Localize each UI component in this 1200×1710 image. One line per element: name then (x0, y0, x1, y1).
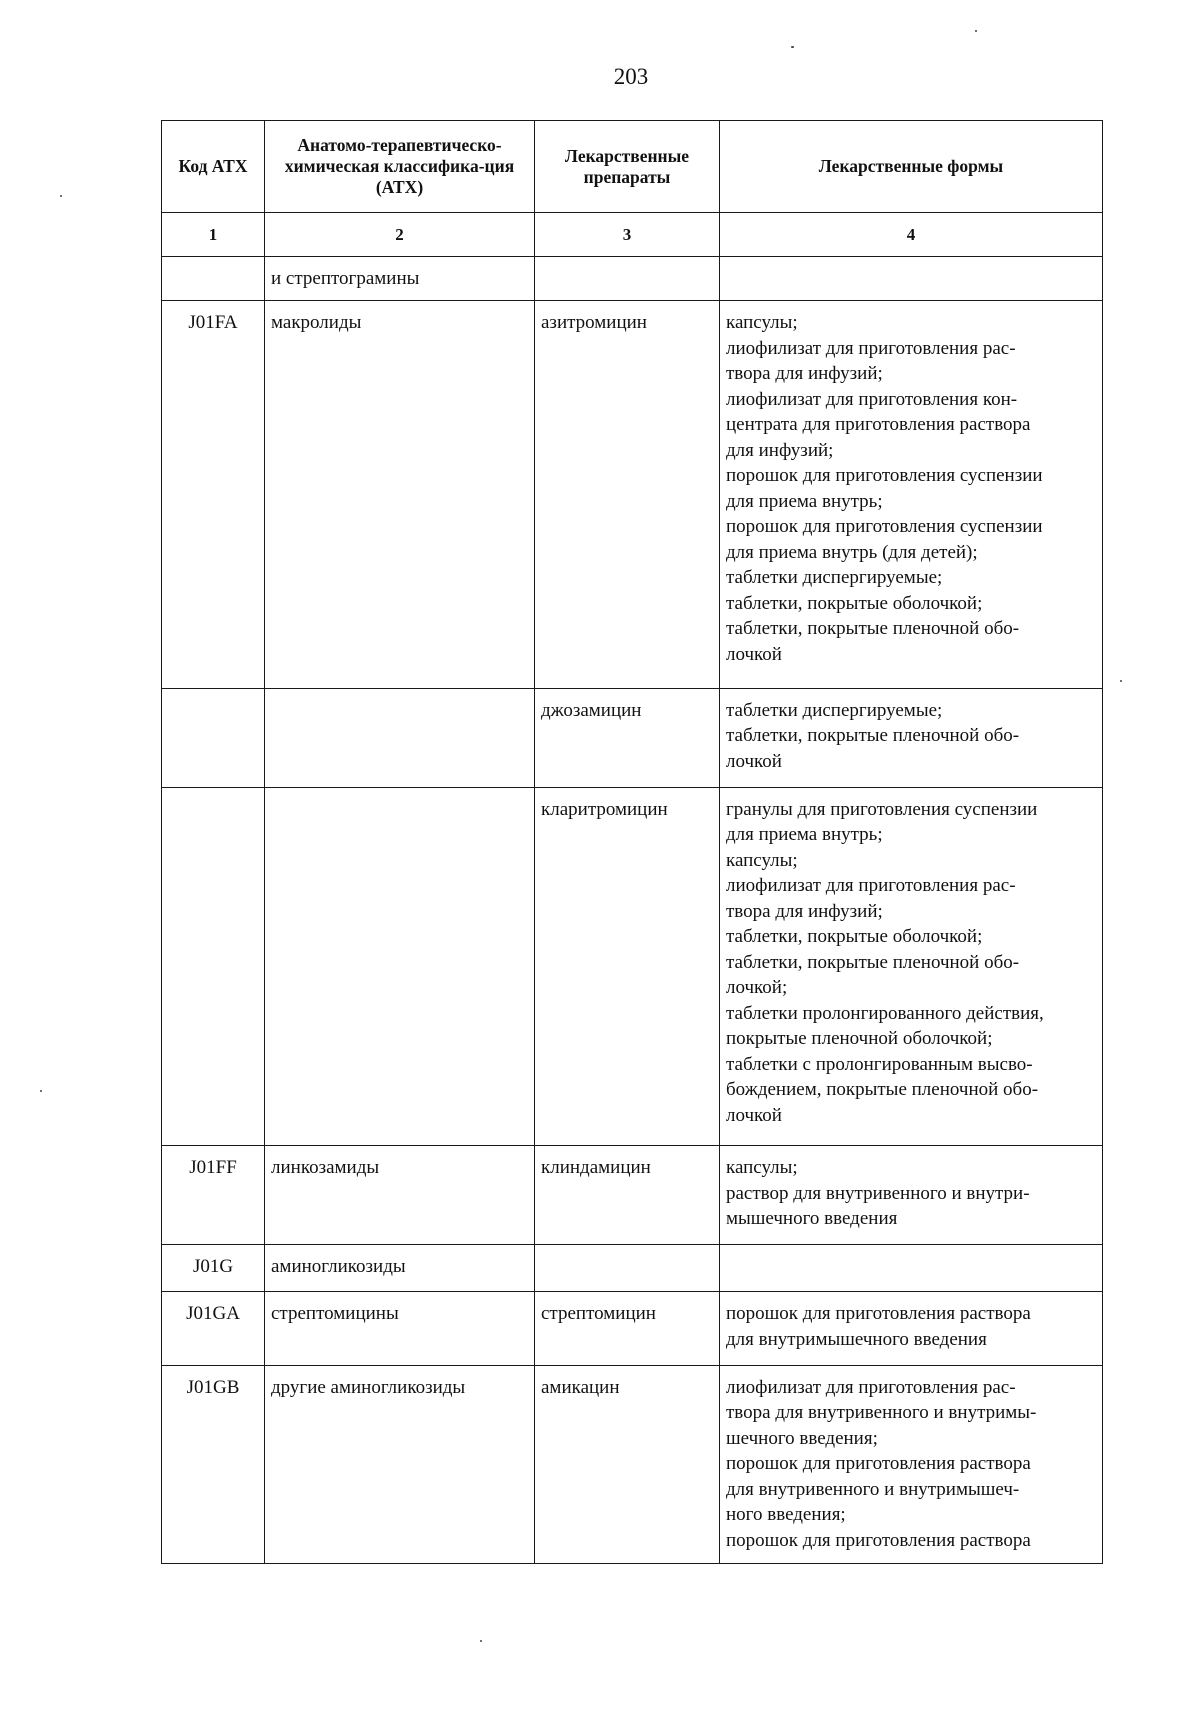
column-number: 4 (720, 213, 1103, 257)
scan-speck (480, 1640, 482, 1642)
table-row (162, 1365, 1103, 1563)
atx-code-cell: J01G (162, 1244, 265, 1291)
dosage-form-line: таблетки, покрытые оболочкой; (726, 926, 983, 948)
classification-cell: макролиды (265, 301, 535, 689)
dosage-form-line: мышечного введения (726, 1208, 898, 1230)
classification-cell (265, 688, 535, 787)
dosage-form-line: порошок для приготовления раствора (726, 1529, 1031, 1551)
atx-table (161, 120, 1103, 1564)
dosage-form-line: таблетки с пролонгированным высво- (726, 1053, 1033, 1075)
dosage-form-line: капсулы; (726, 849, 798, 871)
dosage-form-line: таблетки диспергируемые; (726, 699, 943, 721)
table-row (162, 787, 1103, 1145)
drug-cell: клиндамицин (535, 1146, 720, 1245)
scan-speck (60, 195, 62, 197)
dosage-form-line: лочкой (726, 1104, 782, 1126)
classification-cell: и стрептограмины (265, 257, 535, 301)
classification-cell: аминогликозиды (265, 1244, 535, 1291)
dosage-form-line: для приема внутрь; (726, 490, 883, 512)
classification-cell: стрептомицины (265, 1292, 535, 1366)
dosage-form-line: ного введения; (726, 1504, 846, 1526)
forms-cell (720, 1365, 1103, 1563)
drug-cell: стрептомицин (535, 1292, 720, 1366)
forms-cell (720, 688, 1103, 787)
page-number: 203 (613, 64, 649, 89)
header-forms: Лекарственные формы (720, 121, 1103, 213)
classification-cell: другие аминогликозиды (265, 1365, 535, 1563)
drug-cell: азитромицин (535, 301, 720, 689)
dosage-form-line: лиофилизат для приготовления рас- (726, 337, 1016, 359)
classification-cell: линкозамиды (265, 1146, 535, 1245)
forms-cell (720, 1244, 1103, 1291)
atx-code-cell: J01FA (162, 301, 265, 689)
header-row (162, 121, 1103, 213)
drug-cell: кларитромицин (535, 787, 720, 1145)
dosage-form-line: порошок для приготовления раствора (726, 1453, 1031, 1475)
dosage-form-line: для приема внутрь; (726, 824, 883, 846)
dosage-form-line: порошок для приготовления суспензии (726, 516, 1043, 538)
dosage-form-line: покрытые пленочной оболочкой; (726, 1028, 993, 1050)
table-row (162, 301, 1103, 689)
dosage-form-line: капсулы; (726, 1157, 798, 1179)
drug-cell: джозамицин (535, 688, 720, 787)
atx-code-cell (162, 787, 265, 1145)
dosage-form-line: лочкой (726, 750, 782, 772)
atx-code-cell (162, 257, 265, 301)
dosage-form-line: таблетки пролонгированного действия, (726, 1002, 1044, 1024)
forms-cell (720, 257, 1103, 301)
dosage-form-line: шечного введения; (726, 1427, 878, 1449)
dosage-form-line: раствор для внутривенного и внутри- (726, 1182, 1030, 1204)
dosage-form-line: для внутривенного и внутримышеч- (726, 1478, 1020, 1500)
dosage-form-line: порошок для приготовления раствора (726, 1303, 1031, 1325)
scan-speck (791, 46, 794, 48)
column-number-row (162, 213, 1103, 257)
dosage-form-line: таблетки, покрытые оболочкой; (726, 592, 983, 614)
atx-code-cell (162, 688, 265, 787)
table-row (162, 688, 1103, 787)
forms-cell (720, 1292, 1103, 1366)
dosage-form-line: таблетки, покрытые пленочной обо- (726, 618, 1020, 640)
header-classification: Анатомо-терапевтическо-химическая классифика-ция (ATX) (265, 121, 535, 213)
drug-cell (535, 1244, 720, 1291)
scan-speck (1120, 680, 1122, 682)
table-body (162, 257, 1103, 1564)
forms-cell (720, 1146, 1103, 1245)
header-code: Код ATX (162, 121, 265, 213)
forms-cell (720, 301, 1103, 689)
dosage-form-line: центрата для приготовления раствора (726, 414, 1031, 436)
dosage-form-line: таблетки, покрытые пленочной обо- (726, 951, 1020, 973)
dosage-form-line: твора для инфузий; (726, 363, 883, 385)
dosage-form-line: лочкой; (726, 977, 788, 999)
atx-code-cell: J01GA (162, 1292, 265, 1366)
table-row (162, 1146, 1103, 1245)
header-drugs: Лекарственные препараты (535, 121, 720, 213)
scan-speck (975, 30, 977, 32)
dosage-form-line: таблетки диспергируемые; (726, 567, 943, 589)
dosage-form-line: лиофилизат для приготовления рас- (726, 1376, 1016, 1398)
classification-cell (265, 787, 535, 1145)
drug-cell (535, 257, 720, 301)
dosage-form-line: таблетки, покрытые пленочной обо- (726, 725, 1020, 747)
dosage-form-line: гранулы для приготовления суспензии (726, 798, 1038, 820)
dosage-form-line: лиофилизат для приготовления кон- (726, 388, 1018, 410)
dosage-form-line: бождением, покрытые пленочной обо- (726, 1079, 1039, 1101)
dosage-form-line: для приема внутрь (для детей); (726, 541, 978, 563)
dosage-form-line: для внутримышечного введения (726, 1328, 987, 1350)
column-number: 3 (535, 213, 720, 257)
dosage-form-line: порошок для приготовления суспензии (726, 465, 1043, 487)
drug-cell: амикацин (535, 1365, 720, 1563)
dosage-form-line: лочкой (726, 643, 782, 665)
dosage-form-line: для инфузий; (726, 439, 834, 461)
dosage-form-line: твора для внутривенного и внутримы- (726, 1402, 1037, 1424)
atx-code-cell: J01GB (162, 1365, 265, 1563)
table-row (162, 1244, 1103, 1291)
dosage-form-line: твора для инфузий; (726, 900, 883, 922)
column-number: 2 (265, 213, 535, 257)
dosage-form-line: капсулы; (726, 312, 798, 334)
table-row (162, 257, 1103, 301)
atx-code-cell: J01FF (162, 1146, 265, 1245)
scan-speck (40, 1090, 42, 1092)
table-row (162, 1292, 1103, 1366)
dosage-form-line: лиофилизат для приготовления рас- (726, 875, 1016, 897)
column-number: 1 (162, 213, 265, 257)
forms-cell (720, 787, 1103, 1145)
